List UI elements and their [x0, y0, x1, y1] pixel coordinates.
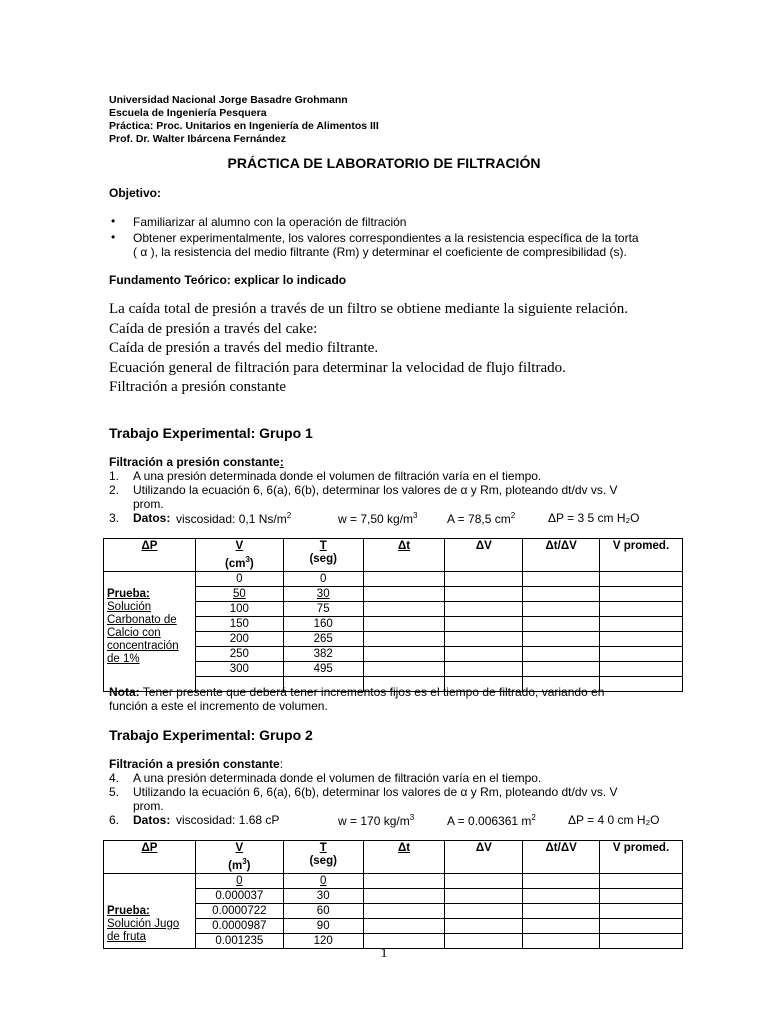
bullet-icon: •	[111, 214, 116, 228]
fundamento-line-2: Caída de presión a través del cake:	[109, 321, 318, 337]
col-header-vprom: V promed.	[600, 539, 683, 572]
cell-v: 150	[195, 616, 283, 631]
cell-t-text: 30	[316, 587, 330, 600]
prueba-label: Prueba:	[107, 587, 150, 600]
prueba-label: Prueba:	[107, 904, 150, 917]
grupo1-item-3-num: 3.	[109, 511, 120, 525]
cell-empty	[445, 586, 523, 601]
col-header-t-text: T	[319, 540, 327, 552]
grupo1-datos-label: Datos:	[133, 511, 171, 525]
cell-empty	[600, 601, 683, 616]
cell-v: 0.0000987	[195, 918, 283, 933]
grupo1-sub-text: Filtración a presión constante	[109, 455, 280, 469]
cell-empty	[445, 888, 523, 903]
cell-t: 495	[283, 661, 363, 676]
cell-t: 382	[283, 646, 363, 661]
cell-empty	[600, 571, 683, 586]
col-header-dt	[363, 841, 445, 874]
grupo2-item-5b: prom.	[133, 799, 164, 813]
objetivo-label: Objetivo:	[109, 186, 162, 200]
cell-empty	[445, 918, 523, 933]
grupo2-w-exp: 3	[409, 813, 415, 822]
grupo1-item-1-num: 1.	[109, 469, 120, 483]
col-header-v-text: V	[235, 540, 244, 552]
col-header-dv: ΔV	[445, 539, 523, 572]
grupo1-subheading	[109, 455, 284, 469]
grupo1-item-2b: prom.	[133, 497, 164, 511]
grupo1-w-text: w = 7,50 kg/m	[338, 512, 414, 526]
grupo2-item-4-num: 4.	[109, 771, 120, 785]
cell-empty	[600, 586, 683, 601]
col-header-v-exp: 3	[245, 555, 250, 564]
cell-empty	[363, 616, 445, 631]
nota-line-2: función a este el incremento de volumen.	[109, 699, 328, 713]
prueba-cell	[104, 571, 196, 691]
grupo1-table	[103, 538, 683, 692]
cell-empty	[363, 646, 445, 661]
prueba-line: concentración	[107, 639, 179, 652]
cell-empty	[363, 873, 445, 888]
cell-t	[283, 586, 363, 601]
cell-t: 60	[283, 903, 363, 918]
table-header-row	[104, 841, 683, 874]
cell-v	[195, 586, 283, 601]
col-header-dp-text: ΔP	[141, 540, 158, 552]
grupo2-sub-text: Filtración a presión constante	[109, 757, 280, 771]
cell-empty	[600, 646, 683, 661]
cell-empty	[445, 601, 523, 616]
cell-v: 200	[195, 631, 283, 646]
bullet-icon: •	[111, 230, 116, 244]
prueba-line: Calcio con	[107, 626, 161, 639]
cell-empty	[445, 661, 523, 676]
grupo2-sub-colon: :	[279, 757, 284, 771]
cell-empty	[600, 918, 683, 933]
prueba-line: Carbonato de	[107, 613, 177, 626]
col-header-v-unit: (m	[228, 859, 243, 872]
cell-empty	[600, 616, 683, 631]
cell-t-text: 0	[320, 874, 327, 887]
col-header-vprom: V promed.	[600, 841, 683, 874]
col-header-v-unit: (cm	[224, 557, 246, 570]
course-name: Práctica: Proc. Unitarios en Ingeniería de Alimentos III	[109, 120, 379, 132]
cell-t: 120	[283, 933, 363, 948]
cell-empty	[363, 586, 445, 601]
fundamento-line-1: La caída total de presión a través de un filtro se obtiene mediante la siguiente relación.	[109, 301, 628, 317]
professor-name: Prof. Dr. Walter Ibárcena Fernández	[109, 133, 286, 145]
grupo1-item-1: A una presión determinada donde el volumen de filtración varía en el tiempo.	[133, 469, 542, 483]
grupo2-table	[103, 840, 683, 949]
grupo2-datos-label: Datos:	[133, 813, 171, 827]
cell-empty	[363, 888, 445, 903]
grupo1-visc-exp: 2	[286, 511, 292, 520]
table-row	[104, 873, 683, 888]
nota-label: Nota:	[109, 685, 140, 699]
grupo2-w	[338, 813, 414, 828]
table-row	[104, 571, 683, 586]
col-header-dv: ΔV	[445, 841, 523, 874]
cell-empty	[523, 571, 600, 586]
grupo1-visc-text: viscosidad: 0,1 Ns/m	[176, 512, 287, 526]
cell-empty	[600, 661, 683, 676]
cell-empty	[523, 888, 600, 903]
cell-empty	[523, 586, 600, 601]
page-title: PRÁCTICA DE LABORATORIO DE FILTRACIÓN	[227, 155, 541, 171]
grupo1-pressure-drop: ΔP = 3 5 cm H₂O	[548, 511, 640, 525]
cell-empty	[363, 571, 445, 586]
cell-empty	[363, 918, 445, 933]
cell-v: 0.0000722	[195, 903, 283, 918]
cell-empty	[523, 903, 600, 918]
cell-empty	[523, 873, 600, 888]
objetivo-item-1: Familiarizar al alumno con la operación de filtración	[133, 215, 407, 229]
grupo1-item-2-num: 2.	[109, 483, 120, 497]
nota-line-1: Tener presente que deberá tener incrementos fijos es el tiempo de filtrado, variando en	[142, 685, 605, 699]
col-header-t	[283, 841, 363, 874]
cell-t: 30	[283, 888, 363, 903]
col-header-v-close: )	[249, 557, 254, 570]
fundamento-line-5: Filtración a presión constante	[109, 379, 287, 395]
objetivo-item-2-line1: Obtener experimentalmente, los valores correspondientes a la resistencia específica de la torta	[133, 231, 639, 245]
cell-empty	[523, 601, 600, 616]
table-header-row	[104, 539, 683, 572]
col-header-t-text: T	[319, 842, 327, 854]
cell-v: 100	[195, 601, 283, 616]
cell-empty	[445, 571, 523, 586]
cell-v-text: 50	[232, 587, 246, 600]
grupo1-item-2: Utilizando la ecuación 6, 6(a), 6(b), determinar los valores de α y Rm, ploteando dt/dv vs. V	[133, 483, 618, 497]
school-name: Escuela de Ingeniería Pesquera	[109, 107, 267, 119]
cell-empty	[600, 873, 683, 888]
prueba-line: Solución	[107, 600, 152, 613]
grupo2-item-6-num: 6.	[109, 813, 120, 827]
cell-empty	[600, 631, 683, 646]
col-header-t-unit: (seg)	[309, 855, 337, 867]
col-header-dt	[363, 539, 445, 572]
grupo1-w-exp: 3	[413, 511, 418, 520]
col-header-ratio: Δt/ΔV	[523, 841, 600, 874]
grupo1-heading: Trabajo Experimental: Grupo 1	[109, 425, 313, 441]
cell-v: 0.000037	[195, 888, 283, 903]
grupo2-area	[447, 813, 536, 828]
grupo2-heading: Trabajo Experimental: Grupo 2	[109, 727, 313, 743]
university-name: Universidad Nacional Jorge Basadre Grohmann	[109, 94, 348, 106]
grupo2-item-5-num: 5.	[109, 785, 120, 799]
grupo2-item-5: Utilizando la ecuación 6, 6(a), 6(b), determinar los valores de α y Rm, ploteando dt/dv vs. V	[133, 785, 618, 799]
col-header-v-exp: 3	[242, 857, 247, 866]
cell-empty	[445, 631, 523, 646]
col-header-dt-text: Δt	[397, 842, 411, 854]
cell-v: 250	[195, 646, 283, 661]
cell-t	[283, 873, 363, 888]
col-header-dp	[104, 539, 196, 572]
cell-empty	[445, 616, 523, 631]
col-header-ratio: Δt/ΔV	[523, 539, 600, 572]
col-header-dp	[104, 841, 196, 874]
cell-t: 265	[283, 631, 363, 646]
cell-empty	[523, 918, 600, 933]
grupo2-area-exp: 2	[531, 813, 536, 822]
grupo2-item-4: A una presión determinada donde el volumen de filtración varía en el tiempo.	[133, 771, 542, 785]
grupo1-w	[338, 511, 418, 526]
grupo2-viscosity: viscosidad: 1.68 cP	[176, 813, 280, 827]
col-header-v-text: V	[235, 842, 244, 854]
cell-v: 300	[195, 661, 283, 676]
grupo2-area-text: A = 0.006361 m	[447, 814, 532, 828]
cell-empty	[523, 616, 600, 631]
page-number: 1	[380, 946, 388, 961]
fundamento-line-4: Ecuación general de filtración para determinar la velocidad de flujo filtrado.	[109, 360, 566, 376]
cell-v	[195, 873, 283, 888]
cell-v: 0	[195, 571, 283, 586]
cell-empty	[600, 888, 683, 903]
cell-empty	[445, 646, 523, 661]
cell-empty	[363, 631, 445, 646]
col-header-dp-text: ΔP	[141, 842, 158, 854]
grupo1-area-exp: 2	[510, 511, 516, 520]
cell-empty	[445, 873, 523, 888]
grupo1-area-text: A = 78,5 cm	[447, 512, 511, 526]
col-header-v-close: )	[246, 859, 251, 872]
col-header-t	[283, 539, 363, 572]
institution-header	[109, 94, 379, 146]
cell-empty	[363, 903, 445, 918]
cell-v: 0.001235	[195, 933, 283, 948]
fundamento-line-3: Caída de presión a través del medio filtrante.	[109, 340, 379, 356]
grupo1-sub-colon: :	[279, 455, 284, 469]
grupo1-viscosity	[176, 511, 291, 526]
prueba-line: de 1%	[107, 652, 140, 665]
cell-t: 75	[283, 601, 363, 616]
col-header-v	[195, 539, 283, 572]
cell-empty	[445, 903, 523, 918]
cell-t: 90	[283, 918, 363, 933]
cell-empty	[600, 903, 683, 918]
grupo1-area	[447, 511, 515, 526]
cell-empty	[523, 661, 600, 676]
col-header-dt-text: Δt	[397, 540, 411, 552]
fundamento-label: Fundamento Teórico: explicar lo indicado	[109, 273, 347, 287]
col-header-t-unit: (seg)	[309, 553, 337, 565]
prueba-line: de fruta	[107, 930, 146, 943]
cell-empty	[523, 646, 600, 661]
objetivo-item-2-line2: ( α ), la resistencia del medio filtrante (Rm) y determinar el coeficiente de compresibilidad (s).	[133, 245, 627, 259]
cell-empty	[363, 661, 445, 676]
cell-t: 0	[283, 571, 363, 586]
prueba-cell	[104, 873, 196, 948]
grupo2-pressure-drop: ΔP = 4 0 cm H₂O	[568, 813, 660, 827]
grupo1-nota	[109, 685, 669, 699]
cell-empty	[363, 601, 445, 616]
cell-empty	[523, 631, 600, 646]
cell-t: 160	[283, 616, 363, 631]
grupo2-w-text: w = 170 kg/m	[338, 814, 410, 828]
grupo2-subheading	[109, 757, 283, 771]
cell-v-text: 0	[236, 874, 243, 887]
col-header-v	[195, 841, 283, 874]
prueba-line: Solución Jugo	[107, 917, 180, 930]
